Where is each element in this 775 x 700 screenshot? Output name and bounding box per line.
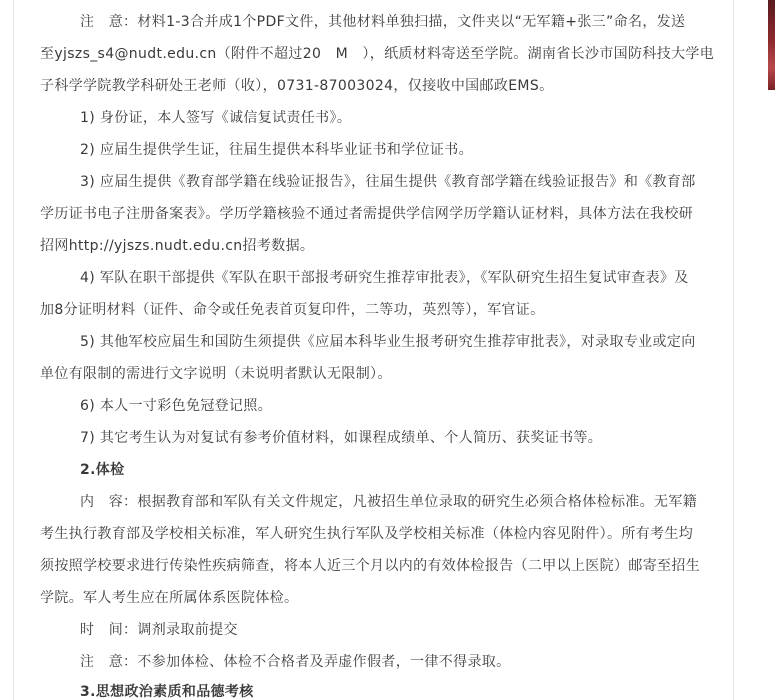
sidebar-image [768,0,775,90]
exam-time: 时 间：调剂录取前提交 [80,622,238,638]
item-2: 2) 应届生提供学生证，往届生提供本科毕业证书和学位证书。 [80,142,473,158]
exam-note: 注 意：不参加体检、体检不合格者及弄虚作假者，一律不得录取。 [80,654,511,670]
section-heading-political-review: 3.思想政治素质和品德考核 [80,684,254,700]
item-5-line-1: 5) 其他军校应届生和国防生须提供《应届本科毕业生报考研究生推荐审批表》，对录取专业或定向 [80,334,696,350]
item-3-line-3: 招网http://yjszs.nudt.edu.cn招考数据。 [40,238,315,254]
exam-content-line-4: 学院。军人考生应在所属体系医院体检。 [40,590,299,606]
item-4-line-2: 加8分证明材料（证件、命令或任免表首页复印件，二等功，英烈等），军官证。 [40,302,545,318]
note-line-2: 至yjszs_s4@nudt.edu.cn（附件不超过20 M ），纸质材料寄送至学院。湖南省长沙市国防科技大学电 [40,46,715,62]
item-3-line-1: 3) 应届生提供《教育部学籍在线验证报告》，往届生提供《教育部学籍在线验证报告》和《教育部 [80,174,696,190]
item-7: 7) 其它考生认为对复试有参考价值材料，如课程成绩单、个人简历、获奖证书等。 [80,430,603,446]
item-5-line-2: 单位有限制的需进行文字说明（未说明者默认无限制）。 [40,366,392,382]
item-6: 6) 本人一寸彩色免冠登记照。 [80,398,273,414]
exam-content-line-1: 内 容：根据教育部和军队有关文件规定，凡被招生单位录取的研究生必须合格体检标准。无军籍 [80,494,698,510]
exam-content-line-2: 考生执行教育部及学校相关标准，军人研究生执行军队及学校相关标准（体检内容见附件）。所有考生均 [40,526,694,542]
item-4-line-1: 4) 军队在职干部提供《军队在职干部报考研究生推荐审批表》，《军队研究生招生复试审查表》及 [80,270,689,286]
item-1: 1) 身份证，本人签写《诚信复试责任书》。 [80,110,352,126]
section-heading-physical-exam: 2.体检 [80,462,125,478]
content-right-border [733,0,734,700]
note-line-3: 子科学学院教学科研处王老师（收），0731-87003024，仅接收中国邮政EMS。 [40,78,554,94]
note-line-1: 注 意：材料1-3合并成1个PDF文件，其他材料单独扫描，文件夹以“无军籍+张三”命名，发送 [80,14,686,30]
item-3-line-2: 学历证书电子注册备案表》。学历学籍核验不通过者需提供学信网学历学籍认证材料，具体方法在我校研 [40,206,694,222]
content-left-border [13,0,14,700]
exam-content-line-3: 须按照学校要求进行传染性疾病筛查，将本人近三个月以内的有效体检报告（二甲以上医院）邮寄至招生 [40,558,701,574]
